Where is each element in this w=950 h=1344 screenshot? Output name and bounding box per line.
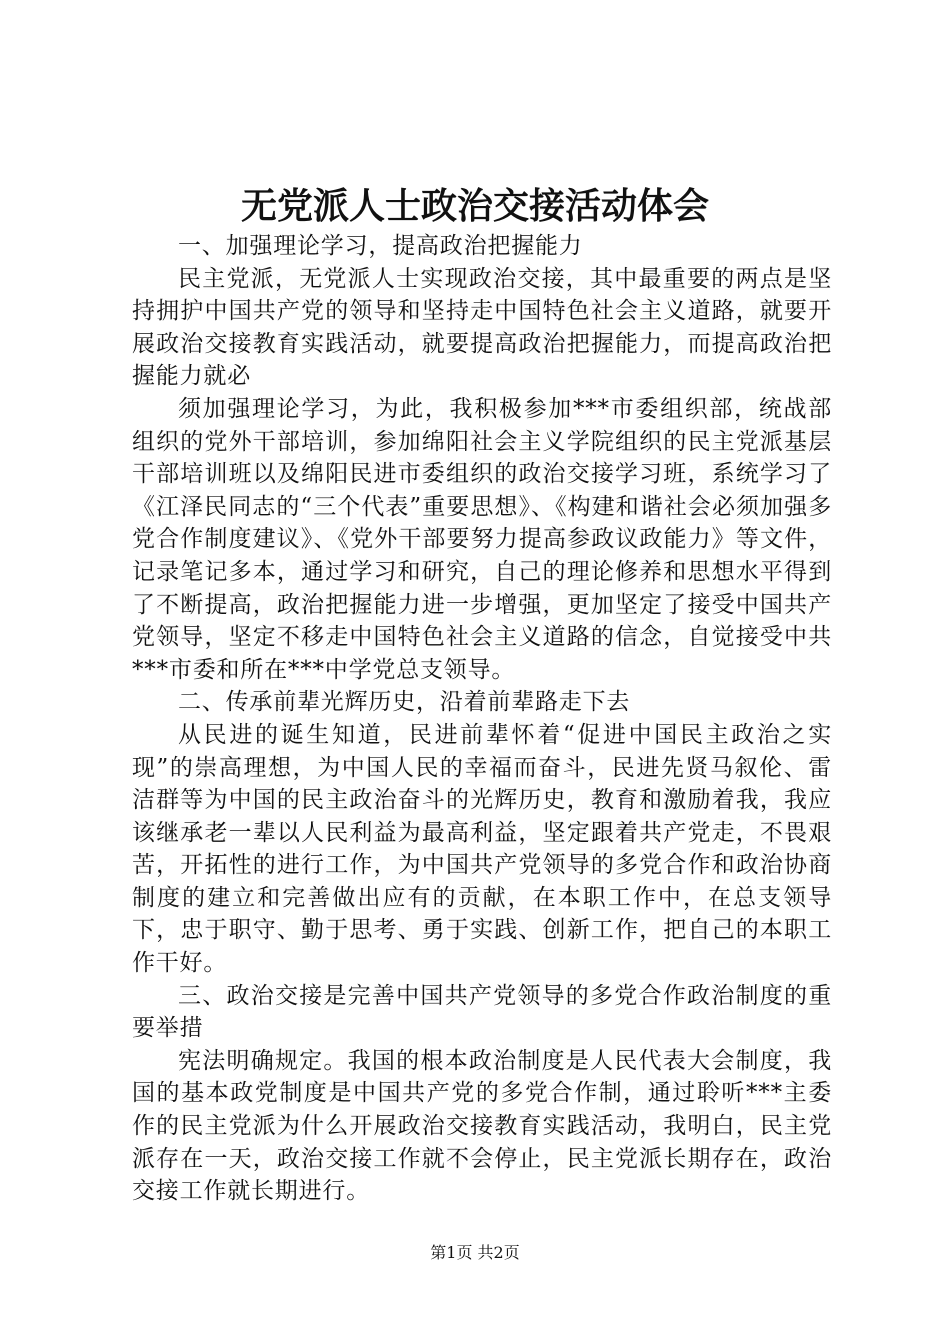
paragraph: 从民进的诞生知道，民进前辈怀着“促进中国民主政治之实现”的崇高理想，为中国人民的幸福而奋斗，民进先贤马叙伦、雷洁群等为中国的民主政治奋斗的光辉历史，教育和激励着我，我应该继承老一辈以人民利益为最高利益，坚定跟着共产党走，不畏艰苦，开拓性的进行工作，为中国共产党领导的多党合作和政治协商制度的建立和完善做出应有的贡献，在本职工作中，在总支领导下，忠于职守、勤于思考、勇于实践、创新工作，把自己的本职工作干好。	[132, 721, 832, 977]
paragraph: 民主党派，无党派人士实现政治交接，其中最重要的两点是坚持拥护中国共产党的领导和坚持走中国特色社会主义道路，就要开展政治交接教育实践活动，就要提高政治把握能力，而提高政治把握能力就必	[132, 265, 832, 390]
section-heading-3: 三、政治交接是完善中国共产党领导的多党合作政治制度的重要举措	[132, 982, 832, 1042]
page-footer: 第1页 共2页	[430, 1243, 520, 1262]
document-body	[132, 230, 832, 1208]
paragraph: 宪法明确规定。我国的根本政治制度是人民代表大会制度，我国的基本政党制度是中国共产党的多党合作制，通过聆听***主委作的民主党派为什么开展政治交接教育实践活动，我明白，民主党派存在一天，政治交接工作就不会停止，民主党派长期存在，政治交接工作就长期进行。	[132, 1047, 832, 1205]
paragraph: 须加强理论学习，为此，我积极参加***市委组织部，统战部组织的党外干部培训，参加绵阳社会主义学院组织的民主党派基层干部培训班以及绵阳民进市委组织的政治交接学习班，系统学习了《江泽民同志的“三个代表”重要思想》、《构建和谐社会必须加强多党合作制度建议》、《党外干部要努力提高参政议政能力》等文件，记录笔记多本，通过学习和研究，自己的理论修养和思想水平得到了不断提高，政治把握能力进一步增强，更加坚定了接受中国共产党领导，坚定不移走中国特色社会主义道路的信念，自觉接受中共***市委和所在***中学党总支领导。	[132, 395, 832, 683]
document-title: 无党派人士政治交接活动体会	[240, 185, 709, 227]
section-heading-2: 二、传承前辈光辉历史，沿着前辈路走下去	[178, 689, 631, 716]
section-heading-1: 一、加强理论学习，提高政治把握能力	[178, 233, 583, 259]
